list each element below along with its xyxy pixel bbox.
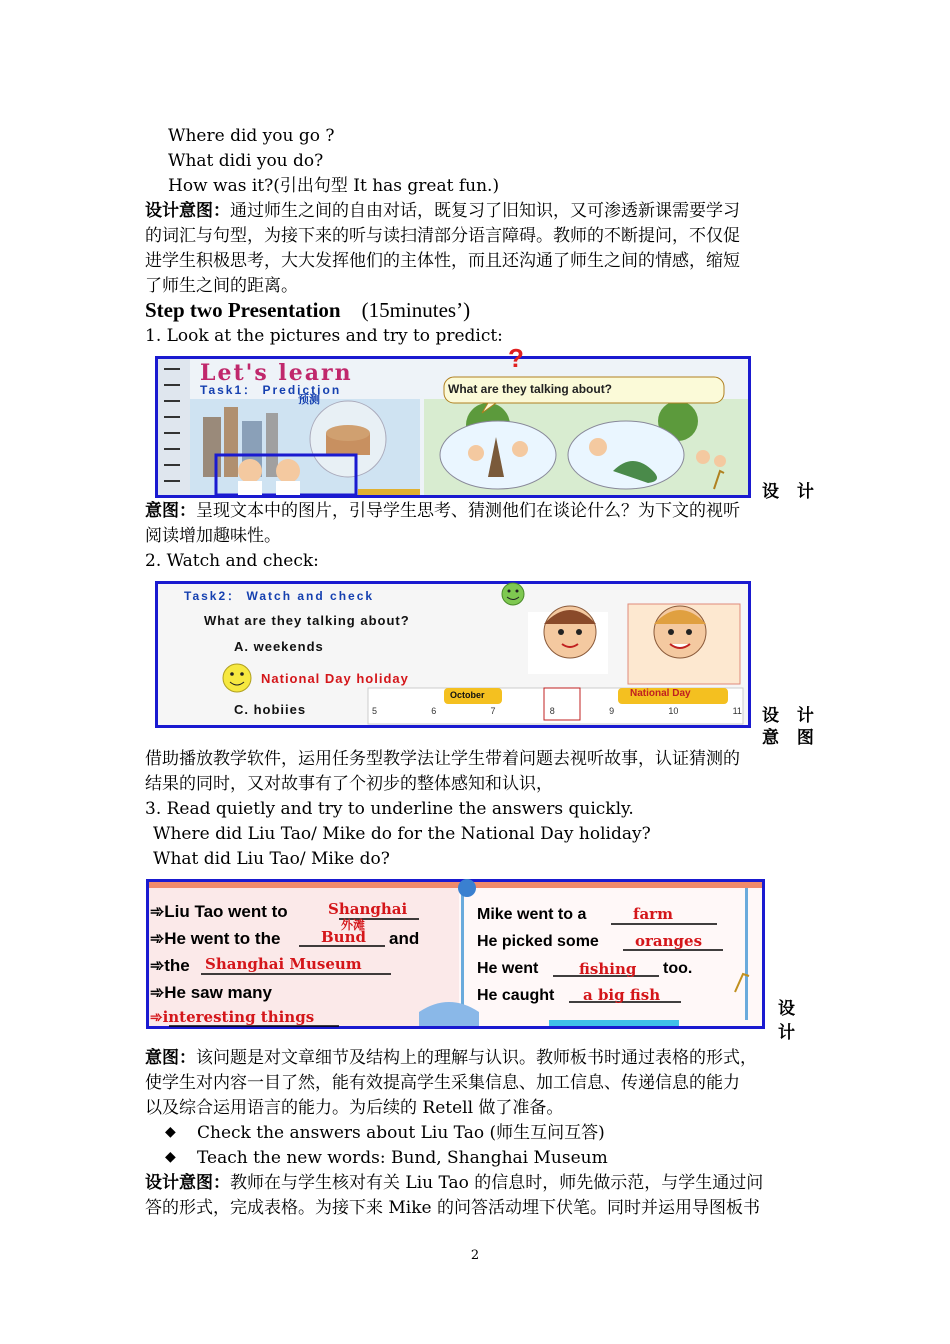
slide-title: Let's learn [200,360,353,386]
side-label-3b: 计 [778,1023,795,1043]
liu-line-1: ➾Liu Tao went to [150,902,288,921]
task1-cn: 预测 [298,394,320,406]
step-2: 2. Watch and check: [145,551,319,571]
calendar-day: 7 [490,706,496,716]
design-intent-1-line4: 了师生之间的距离。 [145,276,298,296]
speech-bubble: What are they talking about? [448,382,613,396]
liu-line-3: ➾the [150,956,190,975]
step-3-question-a: Where did Liu Tao/ Mike do for the National Day holiday? [153,824,651,844]
answer-shanghai: Shanghai [328,900,408,918]
design-intent-4-line2: 使学生对内容一目了然，能有效提高学生采集信息、加工信息、传递信息的能力 [145,1073,740,1093]
question-where: Where did you go ? [168,126,335,146]
calendar-day: 8 [549,706,555,716]
mike-line-2: He picked some [477,933,599,950]
section-heading: Step two Presentation (15minutes’) [145,298,471,322]
design-intent-1-line3: 进学生积极思考，大大发挥他们的主体性，而且还沟通了师生之间的情感，缩短 [145,251,740,271]
task2-label: Task2： Watch and check [184,589,375,603]
design-intent-2-line2: 阅读增加趣味性。 [145,526,281,546]
side-label-1: 设 计 [762,482,820,502]
option-a: A. weekends [234,639,324,654]
answer-museum: Shanghai Museum [205,955,362,973]
step-3-question-b: What did Liu Tao/ Mike do? [153,849,390,869]
calendar-day: 6 [431,706,437,716]
mike-line-4: He caught [477,987,555,1004]
design-intent-4-line3: 以及综合运用语言的能力。为后续的 Retell 做了准备。 [145,1098,564,1118]
step-1: 1. Look at the pictures and try to predict: [145,326,503,346]
slide-prediction [155,343,751,498]
design-intent-2: 意图：呈现文本中的图片，引导学生思考、猜测他们在谈论什么？为下文的视听 [145,501,740,521]
mike-line-1: Mike went to a [477,906,587,923]
liu-line-2-and: and [389,929,420,948]
task1-label: Task1： Prediction [200,383,342,397]
diamond-bullet-icon: ◆ [165,1124,176,1140]
design-intent-4: 意图：该问题是对文章细节及结构上的理解与认识。教师板书时通过表格的形式， [145,1048,757,1068]
calendar-row [372,706,742,716]
calendar-month: October [450,690,485,700]
liu-line-2: ➾He went to the [150,929,281,948]
side-label-2b: 意 图 [762,728,820,748]
task2-question: What are they talking about? [204,613,410,628]
answer-bund-cn: 外滩 [341,918,366,932]
step-3: 3. Read quietly and try to underline the answers quickly. [145,799,634,819]
liu-line-4: ➾He saw many [150,983,272,1002]
answer-oranges: oranges [635,932,703,950]
calendar-day: 9 [609,706,615,716]
design-intent-5: 设计意图：教师在与学生核对有关 Liu Tao 的信息时，师先做示范，与学生通过问 [145,1173,764,1193]
answer-big-fish: a big fish [583,986,661,1004]
answer-farm: farm [633,905,673,923]
answer-bund: Bund [321,928,366,946]
bullet-check-answers: Check the answers about Liu Tao (师生互问互答) [197,1123,605,1143]
question-what: What didi you do? [168,151,324,171]
option-c: C. hobiies [234,702,307,717]
calendar-tag: National Day [630,688,691,699]
calendar-day: 10 [668,706,679,716]
calendar-day: 11 [732,706,742,716]
svg-text:?: ? [508,343,524,373]
mike-line-3-too: too. [663,960,693,977]
option-b: National Day holiday [261,671,409,686]
calendar-day: 5 [372,706,378,716]
slide-answers [146,879,765,1029]
question-how: How was it?(引出句型 It has great fun.) [168,176,500,196]
design-intent-3-line2: 结果的同时，又对故事有了个初步的整体感知和认识， [145,774,553,794]
page-number: 2 [470,1248,480,1263]
answer-interesting: ➾interesting things [150,1008,315,1026]
side-label-3a: 设 [778,999,795,1019]
design-intent-1: 设计意图：通过师生之间的自由对话，既复习了旧知识，又可渗透新课需要学习 [145,201,740,221]
diamond-bullet-icon: ◆ [165,1149,176,1165]
mike-line-3: He went [477,960,539,977]
bullet-teach-words: Teach the new words: Bund, Shanghai Museum [197,1148,608,1168]
design-intent-5-line2: 答的形式，完成表格。为接下来 Mike 的问答活动埋下伏笔。同时并运用导图板书 [145,1198,761,1218]
side-label-2a: 设 计 [762,706,820,726]
answer-fishing: fishing [579,960,637,978]
design-intent-3: 借助播放教学软件，运用任务型教学法让学生带着问题去视听故事，认证猜测的 [145,749,740,769]
slide-watch-check [155,581,751,728]
design-intent-1-line2: 的词汇与句型，为接下来的听与读扫清部分语言障碍。教师的不断提问，不仅促 [145,226,740,246]
